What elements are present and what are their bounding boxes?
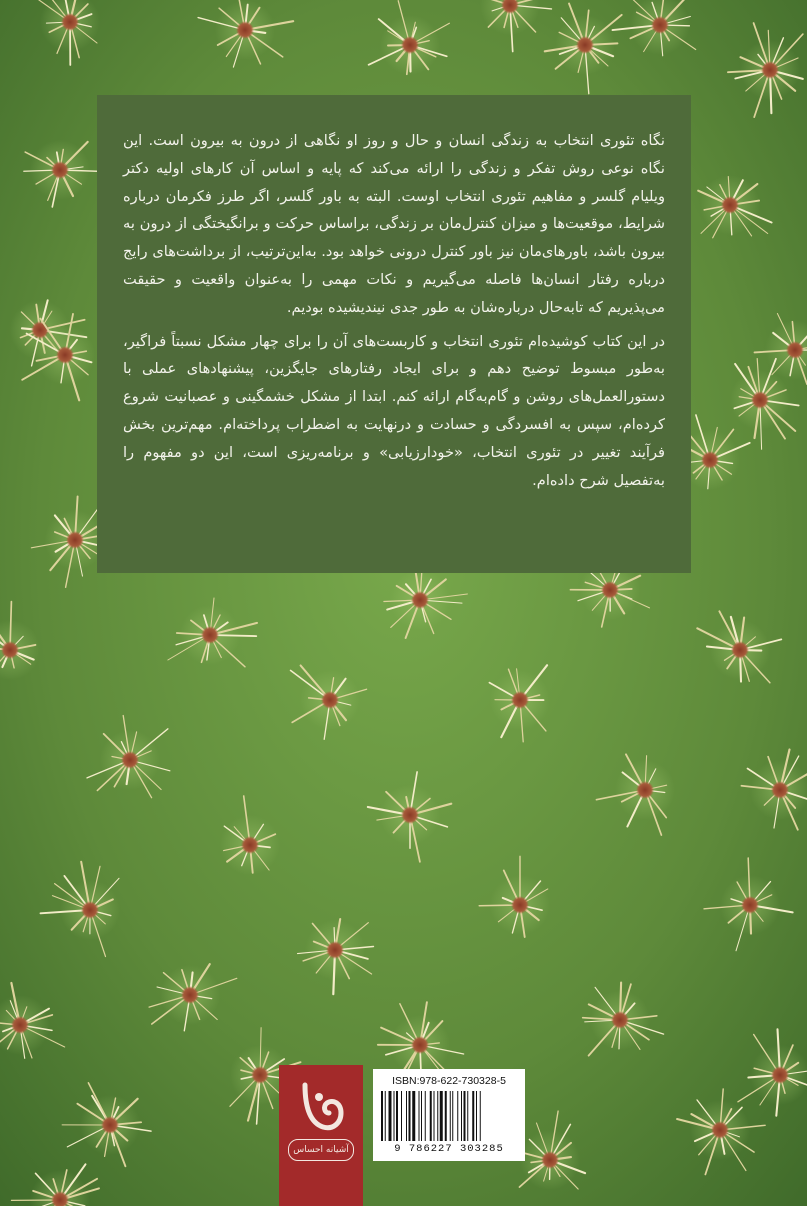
publisher-logo [279, 1065, 363, 1206]
isbn-barcode [373, 1069, 525, 1161]
barcode-digits: 9 786227 303285 [394, 1143, 504, 1155]
isbn-label: ISBN:978-622-730328-5 [392, 1075, 506, 1087]
blurb-panel [97, 95, 691, 573]
bird-nest-icon [297, 1079, 345, 1135]
blurb-paragraph-2: در این کتاب کوشیده‌ام تئوری انتخاب و کاربست‌های آن را برای چهار مشکل نسبتاً فراگیر، به‌طور مبسوط توضیح دهم و برای ایجاد رفتارهای جایگزین، پیشنهادهای عملی با دستورالعمل‌های روشن و گام‌به‌گام ارائه کنم. ابتدا از مشکل خشمگینی و عصبانیت شروع کرده‌ام، سپس به افسردگی و حسادت و درنهایت به اضطراب پرداخته‌ام. مهم‌ترین بخش فرآیند تغییر در تئوری انتخاب، «خودارزیابی» و برنامه‌ریزی است، این دو مفهوم را به‌تفصیل شرح داده‌ام. [123, 332, 665, 489]
publisher-name: آشیانه احساس [288, 1139, 354, 1161]
blurb-paragraph-1: نگاه تئوری انتخاب به زندگی انسان و حال و روز او نگاهی از درون به بیرون است. این نگاه نوعی روش تفکر و زندگی را ارائه می‌کند که پایه و اساس آن کارهای اولیه دکتر ویلیام گلسر و مفاهیم تئوری انتخاب اوست. البته به باور گلسر، اگر طرز فکرمان درباره شرایط، موقعیت‌ها و میزان کنترل‌مان بر زندگی، براساس حرکت و برانگیختگی از درون به بیرون باشد، باورهای‌مان نیز باور کنترل درونی خواهد بود. به‌این‌ترتیب، از برداشت‌های رایج درباره رفتار انسان‌ها فاصله می‌گیریم و نکات مهمی را به‌عنوان واقعیت و حقیقت می‌پذیریم که تابه‌حال درباره‌شان به طور جدی نیندیشیده بودیم. [123, 132, 665, 316]
barcode-bars [379, 1091, 519, 1141]
